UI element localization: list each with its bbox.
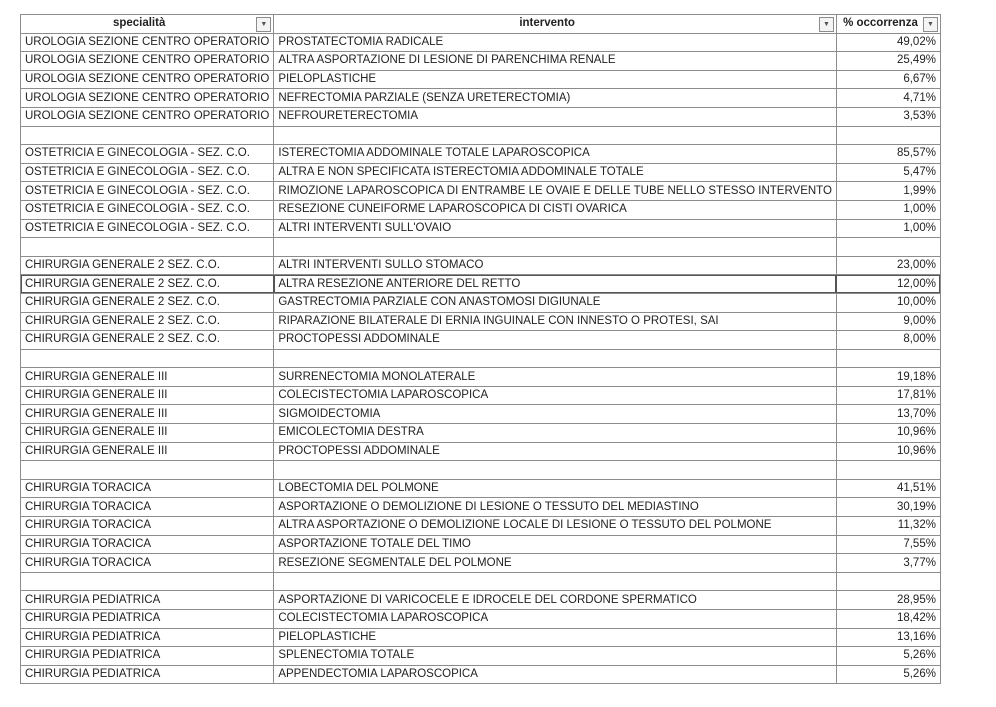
table-row bbox=[21, 275, 941, 294]
intervento-cell[interactable]: LOBECTOMIA DEL POLMONE bbox=[274, 479, 837, 498]
occorrenza-cell[interactable]: 13,70% bbox=[836, 405, 940, 424]
filter-dropdown-icon[interactable]: ▼ bbox=[923, 17, 938, 32]
table-row bbox=[21, 107, 941, 126]
spreadsheet-table bbox=[20, 14, 941, 684]
occorrenza-cell[interactable] bbox=[836, 126, 940, 145]
intervento-cell[interactable]: SURRENECTOMIA MONOLATERALE bbox=[274, 368, 837, 387]
table-row bbox=[21, 517, 941, 536]
table-row bbox=[21, 293, 941, 312]
intervento-cell[interactable] bbox=[274, 238, 837, 257]
specialita-cell[interactable]: CHIRURGIA GENERALE 2 SEZ. C.O. bbox=[21, 256, 274, 275]
specialita-cell[interactable]: UROLOGIA SEZIONE CENTRO OPERATORIO bbox=[21, 89, 274, 108]
intervento-cell[interactable]: COLECISTECTOMIA LAPAROSCOPICA bbox=[274, 386, 837, 405]
specialita-cell[interactable]: CHIRURGIA GENERALE 2 SEZ. C.O. bbox=[21, 331, 274, 350]
specialita-cell[interactable]: UROLOGIA SEZIONE CENTRO OPERATORIO bbox=[21, 70, 274, 89]
occorrenza-cell[interactable]: 12,00% bbox=[836, 275, 940, 294]
intervento-cell[interactable] bbox=[274, 126, 837, 145]
specialita-cell[interactable]: UROLOGIA SEZIONE CENTRO OPERATORIO bbox=[21, 33, 274, 52]
intervento-cell[interactable]: ALTRA ASPORTAZIONE O DEMOLIZIONE LOCALE DI LESIONE O TESSUTO DEL POLMONE bbox=[274, 517, 837, 536]
specialita-cell[interactable]: OSTETRICIA E GINECOLOGIA - SEZ. C.O. bbox=[21, 182, 274, 201]
occorrenza-cell[interactable]: 5,47% bbox=[836, 163, 940, 182]
table-row bbox=[21, 386, 941, 405]
occorrenza-cell[interactable]: 4,71% bbox=[836, 89, 940, 108]
specialita-cell[interactable]: CHIRURGIA GENERALE III bbox=[21, 386, 274, 405]
occorrenza-cell[interactable]: 7,55% bbox=[836, 535, 940, 554]
specialita-cell[interactable]: CHIRURGIA PEDIATRICA bbox=[21, 647, 274, 666]
specialita-cell[interactable]: UROLOGIA SEZIONE CENTRO OPERATORIO bbox=[21, 52, 274, 71]
intervento-cell[interactable]: PROCTOPESSI ADDOMINALE bbox=[274, 442, 837, 461]
intervento-cell[interactable]: RIMOZIONE LAPAROSCOPICA DI ENTRAMBE LE OVAIE E DELLE TUBE NELLO STESSO INTERVENTO bbox=[274, 182, 837, 201]
intervento-cell[interactable]: ASPORTAZIONE TOTALE DEL TIMO bbox=[274, 535, 837, 554]
occorrenza-cell[interactable]: 25,49% bbox=[836, 52, 940, 71]
occorrenza-cell[interactable] bbox=[836, 572, 940, 591]
table-row bbox=[21, 572, 941, 591]
occorrenza-cell[interactable]: 23,00% bbox=[836, 256, 940, 275]
table-row bbox=[21, 238, 941, 257]
table-row bbox=[21, 219, 941, 238]
table-row bbox=[21, 182, 941, 201]
intervento-cell[interactable]: RESEZIONE SEGMENTALE DEL POLMONE bbox=[274, 554, 837, 573]
table-row bbox=[21, 368, 941, 387]
table-row bbox=[21, 424, 941, 443]
specialita-cell[interactable]: CHIRURGIA TORACICA bbox=[21, 498, 274, 517]
specialita-cell[interactable] bbox=[21, 349, 274, 368]
intervento-cell[interactable]: COLECISTECTOMIA LAPAROSCOPICA bbox=[274, 610, 837, 629]
specialita-cell[interactable]: CHIRURGIA TORACICA bbox=[21, 535, 274, 554]
specialita-cell[interactable]: CHIRURGIA TORACICA bbox=[21, 517, 274, 536]
table-row bbox=[21, 461, 941, 480]
occorrenza-cell[interactable]: 5,26% bbox=[836, 647, 940, 666]
specialita-cell[interactable]: CHIRURGIA PEDIATRICA bbox=[21, 610, 274, 629]
specialita-cell[interactable]: OSTETRICIA E GINECOLOGIA - SEZ. C.O. bbox=[21, 145, 274, 164]
intervento-cell[interactable]: ALTRI INTERVENTI SULLO STOMACO bbox=[274, 256, 837, 275]
occorrenza-cell[interactable]: 85,57% bbox=[836, 145, 940, 164]
intervento-cell[interactable]: NEFROURETERECTOMIA bbox=[274, 107, 837, 126]
specialita-cell[interactable]: CHIRURGIA GENERALE III bbox=[21, 368, 274, 387]
occorrenza-cell[interactable]: 3,53% bbox=[836, 107, 940, 126]
occorrenza-cell[interactable]: 18,42% bbox=[836, 610, 940, 629]
specialita-cell[interactable] bbox=[21, 461, 274, 480]
table-row bbox=[21, 498, 941, 517]
table-row bbox=[21, 70, 941, 89]
header-occorrenza bbox=[836, 15, 940, 34]
intervento-cell[interactable]: ALTRA ASPORTAZIONE DI LESIONE DI PARENCHIMA RENALE bbox=[274, 52, 837, 71]
occorrenza-cell[interactable]: 1,00% bbox=[836, 200, 940, 219]
table-row bbox=[21, 33, 941, 52]
occorrenza-cell[interactable]: 5,26% bbox=[836, 665, 940, 684]
specialita-cell[interactable] bbox=[21, 572, 274, 591]
specialita-cell[interactable]: CHIRURGIA TORACICA bbox=[21, 479, 274, 498]
intervento-cell[interactable] bbox=[274, 572, 837, 591]
occorrenza-cell[interactable]: 1,99% bbox=[836, 182, 940, 201]
table-row bbox=[21, 89, 941, 108]
specialita-cell[interactable]: CHIRURGIA GENERALE III bbox=[21, 442, 274, 461]
intervento-cell[interactable]: APPENDECTOMIA LAPAROSCOPICA bbox=[274, 665, 837, 684]
occorrenza-cell[interactable]: 41,51% bbox=[836, 479, 940, 498]
occorrenza-cell[interactable]: 13,16% bbox=[836, 628, 940, 647]
occorrenza-cell[interactable]: 17,81% bbox=[836, 386, 940, 405]
occorrenza-cell[interactable]: 30,19% bbox=[836, 498, 940, 517]
header-row bbox=[21, 15, 941, 34]
specialita-cell[interactable]: CHIRURGIA GENERALE 2 SEZ. C.O. bbox=[21, 293, 274, 312]
intervento-cell[interactable]: RIPARAZIONE BILATERALE DI ERNIA INGUINALE CON INNESTO O PROTESI, SAI bbox=[274, 312, 837, 331]
table-row bbox=[21, 52, 941, 71]
intervento-cell[interactable]: PIELOPLASTICHE bbox=[274, 70, 837, 89]
specialita-cell[interactable]: CHIRURGIA GENERALE III bbox=[21, 405, 274, 424]
occorrenza-cell[interactable] bbox=[836, 349, 940, 368]
occorrenza-cell[interactable]: 10,96% bbox=[836, 442, 940, 461]
header-intervento bbox=[274, 15, 837, 34]
intervento-cell[interactable]: ALTRA RESEZIONE ANTERIORE DEL RETTO bbox=[274, 275, 837, 294]
table-row bbox=[21, 312, 941, 331]
table-row bbox=[21, 628, 941, 647]
table-row bbox=[21, 200, 941, 219]
table-row bbox=[21, 610, 941, 629]
intervento-cell[interactable]: PROCTOPESSI ADDOMINALE bbox=[274, 331, 837, 350]
specialita-cell[interactable] bbox=[21, 126, 274, 145]
intervento-cell[interactable]: SIGMOIDECTOMIA bbox=[274, 405, 837, 424]
header-specialita bbox=[21, 15, 274, 34]
occorrenza-cell[interactable]: 9,00% bbox=[836, 312, 940, 331]
intervento-cell[interactable]: ASPORTAZIONE O DEMOLIZIONE DI LESIONE O TESSUTO DEL MEDIASTINO bbox=[274, 498, 837, 517]
occorrenza-cell[interactable]: 10,96% bbox=[836, 424, 940, 443]
header-intervento-label: intervento bbox=[519, 17, 575, 30]
occorrenza-cell[interactable] bbox=[836, 461, 940, 480]
table-row bbox=[21, 442, 941, 461]
specialita-cell[interactable]: CHIRURGIA PEDIATRICA bbox=[21, 628, 274, 647]
intervento-cell[interactable]: GASTRECTOMIA PARZIALE CON ANASTOMOSI DIGIUNALE bbox=[274, 293, 837, 312]
header-specialita-label: specialità bbox=[112, 17, 166, 30]
occorrenza-cell[interactable]: 10,00% bbox=[836, 293, 940, 312]
occorrenza-cell[interactable]: 28,95% bbox=[836, 591, 940, 610]
filter-dropdown-icon[interactable]: ▼ bbox=[256, 17, 271, 32]
table-row bbox=[21, 349, 941, 368]
intervento-cell[interactable]: ALTRI INTERVENTI SULL'OVAIO bbox=[274, 219, 837, 238]
specialita-cell[interactable]: CHIRURGIA TORACICA bbox=[21, 554, 274, 573]
specialita-cell[interactable]: OSTETRICIA E GINECOLOGIA - SEZ. C.O. bbox=[21, 163, 274, 182]
intervento-cell[interactable]: SPLENECTOMIA TOTALE bbox=[274, 647, 837, 666]
specialita-cell[interactable]: CHIRURGIA PEDIATRICA bbox=[21, 591, 274, 610]
table-row bbox=[21, 163, 941, 182]
occorrenza-cell[interactable]: 49,02% bbox=[836, 33, 940, 52]
intervento-cell[interactable]: PIELOPLASTICHE bbox=[274, 628, 837, 647]
intervento-cell[interactable]: ALTRA E NON SPECIFICATA ISTERECTOMIA ADDOMINALE TOTALE bbox=[274, 163, 837, 182]
table-row bbox=[21, 256, 941, 275]
specialita-cell[interactable]: OSTETRICIA E GINECOLOGIA - SEZ. C.O. bbox=[21, 200, 274, 219]
table-row bbox=[21, 647, 941, 666]
intervento-cell[interactable]: ISTERECTOMIA ADDOMINALE TOTALE LAPAROSCOPICA bbox=[274, 145, 837, 164]
occorrenza-cell[interactable]: 3,77% bbox=[836, 554, 940, 573]
table-row bbox=[21, 535, 941, 554]
filter-dropdown-icon[interactable]: ▼ bbox=[819, 17, 834, 32]
intervento-cell[interactable]: PROSTATECTOMIA RADICALE bbox=[274, 33, 837, 52]
specialita-cell[interactable]: CHIRURGIA GENERALE 2 SEZ. C.O. bbox=[21, 275, 274, 294]
intervento-cell[interactable]: ASPORTAZIONE DI VARICOCELE E IDROCELE DEL CORDONE SPERMATICO bbox=[274, 591, 837, 610]
intervento-cell[interactable]: NEFRECTOMIA PARZIALE (SENZA URETERECTOMIA) bbox=[274, 89, 837, 108]
occorrenza-cell[interactable]: 8,00% bbox=[836, 331, 940, 350]
occorrenza-cell[interactable]: 19,18% bbox=[836, 368, 940, 387]
table-row bbox=[21, 126, 941, 145]
header-occorrenza-label: % occorrenza bbox=[843, 17, 918, 30]
table-row bbox=[21, 479, 941, 498]
specialita-cell[interactable]: CHIRURGIA GENERALE III bbox=[21, 424, 274, 443]
occorrenza-cell[interactable]: 6,67% bbox=[836, 70, 940, 89]
intervento-cell[interactable]: EMICOLECTOMIA DESTRA bbox=[274, 424, 837, 443]
specialita-cell[interactable]: OSTETRICIA E GINECOLOGIA - SEZ. C.O. bbox=[21, 219, 274, 238]
occorrenza-cell[interactable] bbox=[836, 238, 940, 257]
specialita-cell[interactable]: UROLOGIA SEZIONE CENTRO OPERATORIO bbox=[21, 107, 274, 126]
table-row bbox=[21, 665, 941, 684]
specialita-cell[interactable] bbox=[21, 238, 274, 257]
intervento-cell[interactable] bbox=[274, 461, 837, 480]
table-row bbox=[21, 554, 941, 573]
specialita-cell[interactable]: CHIRURGIA PEDIATRICA bbox=[21, 665, 274, 684]
intervento-cell[interactable]: RESEZIONE CUNEIFORME LAPAROSCOPICA DI CISTI OVARICA bbox=[274, 200, 837, 219]
specialita-cell[interactable]: CHIRURGIA GENERALE 2 SEZ. C.O. bbox=[21, 312, 274, 331]
table-body bbox=[21, 33, 941, 684]
occorrenza-cell[interactable]: 11,32% bbox=[836, 517, 940, 536]
table-row bbox=[21, 145, 941, 164]
occorrenza-cell[interactable]: 1,00% bbox=[836, 219, 940, 238]
intervento-cell[interactable] bbox=[274, 349, 837, 368]
table-row bbox=[21, 405, 941, 424]
table-row bbox=[21, 591, 941, 610]
table-row bbox=[21, 331, 941, 350]
